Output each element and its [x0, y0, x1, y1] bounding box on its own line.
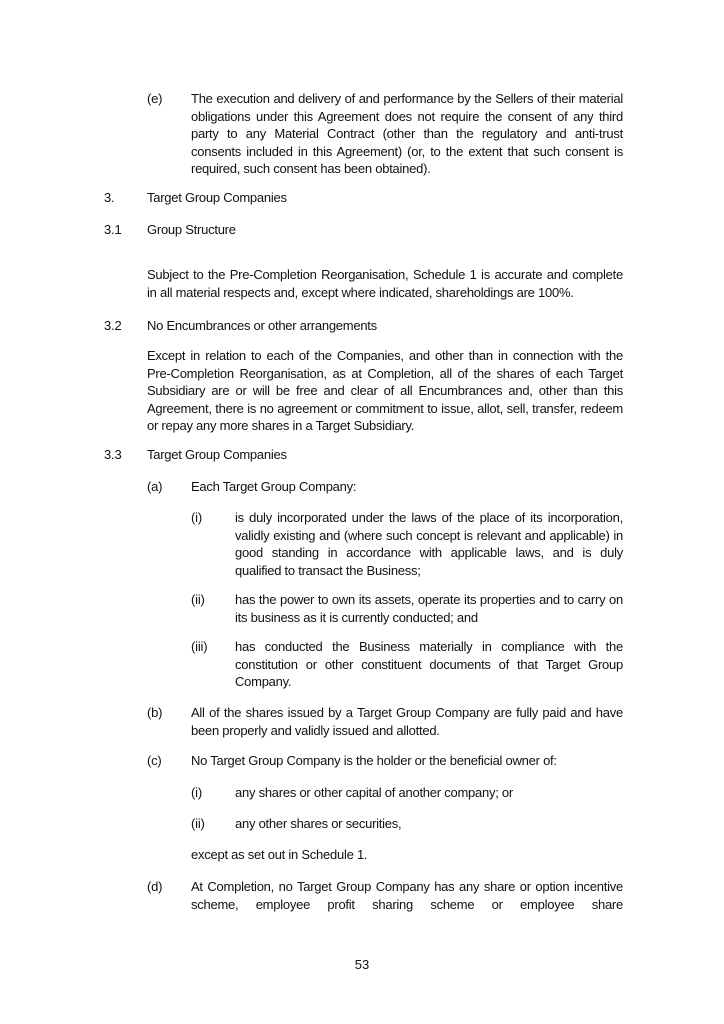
- clause-a-iii-text: has conducted the Business materially in compliance with the constitution or other constituent documents of that Target Group Company.: [235, 639, 623, 690]
- clause-c-ii-label: (ii): [191, 816, 205, 831]
- clause-c-i-label: (i): [191, 785, 202, 800]
- clause-c-i-text: any shares or other capital of another company; or: [235, 785, 513, 800]
- section-3-2-text: Except in relation to each of the Companies, and other than in connection with the Pre-Completion Reorganisation, as at Completion, all of the shares of each Target Subsidiary are or will be free and clear of all Encumbrances and, other than this Agreement, there is no agreement or commitment to issue, allot, sell, transfer, redeem or repay any more shares in a Target Subsidiary.: [147, 348, 623, 434]
- section-3-heading: Target Group Companies: [147, 190, 287, 205]
- page-number: 53: [354, 957, 370, 972]
- clause-a-ii-text: has the power to own its assets, operate its properties and to carry on its business as it is currently conducted; and: [235, 592, 623, 625]
- clause-a-text: Each Target Group Company:: [191, 479, 357, 494]
- clause-a-i-label: (i): [191, 510, 202, 525]
- section-3-3-heading: Target Group Companies: [147, 447, 287, 462]
- clause-d-label: (d): [147, 879, 163, 894]
- section-3-1-number: 3.1: [104, 222, 122, 237]
- section-3-3-number: 3.3: [104, 447, 122, 462]
- section-3-1-heading: Group Structure: [147, 222, 236, 237]
- section-3-number: 3.: [104, 190, 115, 205]
- clause-a-label: (a): [147, 479, 163, 494]
- section-3-2-heading: No Encumbrances or other arrangements: [147, 318, 377, 333]
- clause-c-text: No Target Group Company is the holder or the beneficial owner of:: [191, 753, 557, 768]
- clause-c-tail: except as set out in Schedule 1.: [191, 847, 368, 862]
- clause-e-text: The execution and delivery of and performance by the Sellers of their material obligations under this Agreement does not require the consent of any third party to any Material Contract (other than the regulatory and anti-trust consents included in this Agreement) (or, to the extent that such consent is required, such consent has been obtained).: [191, 91, 623, 177]
- clause-b-text: All of the shares issued by a Target Group Company are fully paid and have been properly and validly issued and allotted.: [191, 705, 623, 738]
- section-3-1-text: Subject to the Pre-Completion Reorganisation, Schedule 1 is accurate and complete in all material respects and, except where indicated, shareholdings are 100%.: [147, 267, 623, 300]
- clause-c-ii-text: any other shares or securities,: [235, 816, 402, 831]
- clause-d-text: At Completion, no Target Group Company has any share or option incentive scheme, employee profit sharing scheme or employee share: [191, 879, 623, 912]
- clause-a-i-text: is duly incorporated under the laws of the place of its incorporation, validly existing and (where such concept is relevant and applicable) in good standing in accordance with applicable laws, and is duly qualified to transact the Business;: [235, 510, 623, 578]
- clause-c-label: (c): [147, 753, 162, 768]
- clause-b-label: (b): [147, 705, 163, 720]
- clause-a-ii-label: (ii): [191, 592, 205, 607]
- section-3-2-number: 3.2: [104, 318, 122, 333]
- clause-e-label: (e): [147, 91, 163, 106]
- clause-a-iii-label: (iii): [191, 639, 208, 654]
